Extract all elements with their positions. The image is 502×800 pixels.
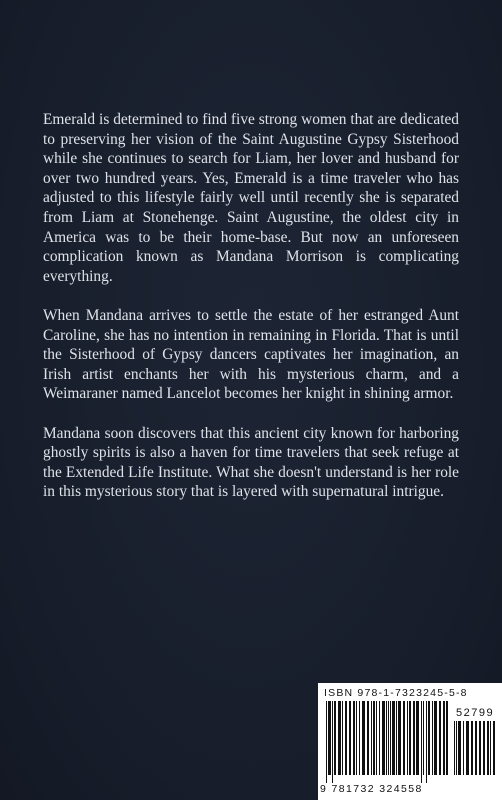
barcode-bar xyxy=(413,701,415,775)
barcode-bar xyxy=(359,701,360,775)
barcode-bar xyxy=(338,701,341,775)
barcode-bar xyxy=(334,701,336,775)
isbn-barcode xyxy=(318,683,502,800)
barcode-bar xyxy=(326,701,327,783)
barcode-bar xyxy=(382,701,385,775)
barcode-bar xyxy=(434,701,437,775)
barcode-bar xyxy=(407,701,408,775)
barcode-bar xyxy=(443,701,445,775)
barcode-bar xyxy=(362,701,365,775)
barcode-bar xyxy=(367,701,369,775)
barcode-bar xyxy=(392,701,395,775)
barcode-bar xyxy=(428,701,430,775)
barcode-bar xyxy=(439,701,441,775)
book-blurb xyxy=(43,110,459,521)
barcode-bar xyxy=(396,701,397,775)
barcode-bar xyxy=(454,721,455,775)
barcode-bar xyxy=(379,701,380,775)
ean-digits: 9 781732 324558 xyxy=(320,783,423,795)
blurb-paragraph-2: When Mandana arrives to settle the estate of her estranged Aunt Caroline, she has no intention in remaining in Florida. That is until the Sisterhood of Gypsy dancers captivates her imagination, an Irish artist enchants her with his mysterious charm, and a Weimaraner named Lancelot becomes her knight in shining armor. xyxy=(43,306,459,403)
barcode-bar xyxy=(371,701,372,775)
barcode-bar xyxy=(390,701,391,775)
barcode-bar xyxy=(490,721,491,775)
barcode-bar xyxy=(332,701,333,783)
barcode-bar xyxy=(388,701,389,775)
barcode-bar xyxy=(446,701,448,775)
barcode-bar xyxy=(409,701,411,775)
isbn-label: ISBN 978-1-7323245-5-8 xyxy=(324,687,468,699)
barcode-bar xyxy=(426,701,427,783)
barcode-bar xyxy=(432,701,433,775)
barcode-bar xyxy=(458,721,461,775)
barcode-bar xyxy=(342,701,343,775)
barcode-bar xyxy=(493,721,495,775)
barcode-bar xyxy=(349,701,351,775)
barcode-bar xyxy=(328,701,331,775)
barcode-bar xyxy=(475,721,477,775)
blurb-paragraph-1: Emerald is determined to find five strong women that are dedicated to preserving her vision of the Saint Augustine Gypsy Sisterhood while she continues to search for Liam, her lover and husband for over two hundred years. Yes, Emerald is a time traveler who has adjusted to this lifestyle fairly well until recently she is separated from Liam at Stonehenge. Saint Augustine, the oldest city in America was to be their home-base. But now an unforeseen complication known as Mandana Morrison is complicating everything. xyxy=(43,111,459,285)
barcode-bar xyxy=(373,701,375,775)
ean-bars xyxy=(326,701,450,783)
addon-bars xyxy=(454,721,498,783)
price-code: 52799 xyxy=(456,707,495,719)
barcode-bar xyxy=(353,701,355,775)
barcode-bar xyxy=(466,721,469,775)
barcode-bar xyxy=(376,701,377,775)
blurb-paragraph-3: Mandana soon discovers that this ancient city known for harboring ghostly spirits is also a haven for time travelers that seek refuge at the Extended Life Institute. What she doesn't understand is her role in this mysterious story that is layered with supernatural intrigue. xyxy=(43,424,459,501)
barcode-bar xyxy=(456,721,457,775)
barcode-bar xyxy=(483,721,485,775)
barcode-bar xyxy=(463,721,464,775)
barcode-bar xyxy=(403,701,405,775)
barcode-bar xyxy=(345,701,347,775)
barcode-bar xyxy=(471,721,473,775)
barcode-bar xyxy=(416,701,419,775)
barcode-bar xyxy=(421,701,422,783)
barcode-bar xyxy=(398,701,401,775)
barcode-bar xyxy=(386,701,387,775)
barcode-bar xyxy=(487,721,489,775)
barcode-bar xyxy=(479,721,481,775)
barcode-bar xyxy=(356,701,357,775)
barcode-bar xyxy=(423,701,424,775)
